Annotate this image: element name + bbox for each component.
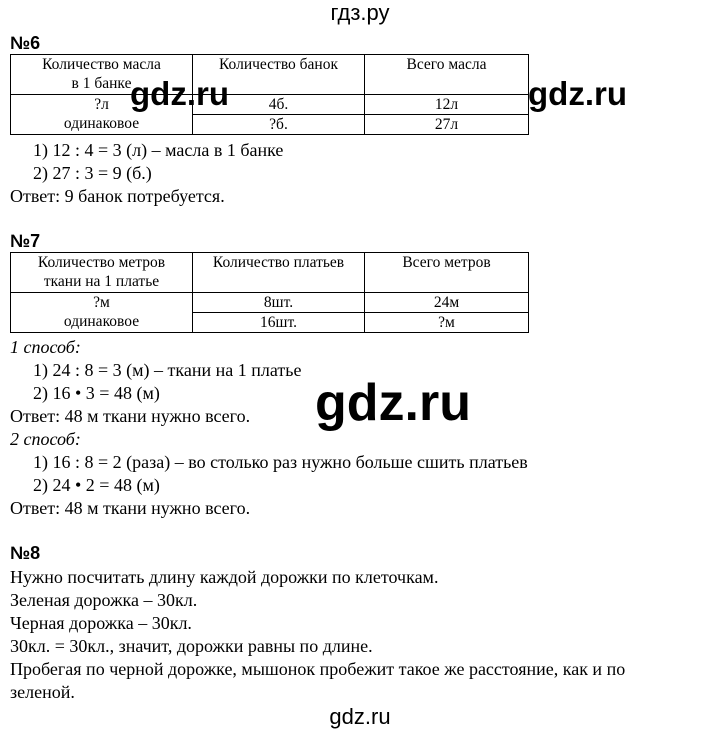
table-cell: 12л — [365, 95, 529, 115]
task-7-number: №7 — [10, 231, 41, 251]
header-line: ткани на 1 платье — [43, 273, 160, 290]
task-8-line: Пробегая по черной дорожке, мышонок пробежит такое же расстояние, как и по — [10, 659, 626, 679]
task-7-method-1-answer: Ответ: 48 м ткани нужно всего. — [10, 406, 251, 426]
table-cell: 8шт. — [193, 293, 365, 313]
table-cell: ?б. — [193, 115, 365, 135]
site-header-title: гдз.ру — [330, 0, 390, 25]
header-cell — [11, 253, 193, 293]
header-line: Количество метров — [37, 254, 166, 271]
task-6-step-1: 1) 12 : 4 = 3 (л) – масла в 1 банке — [33, 140, 284, 160]
watermark-text: gdz.ru — [528, 75, 627, 112]
watermark-text: gdz.ru — [130, 75, 229, 112]
task-7-method-1-step-2: 2) 16 • 3 = 48 (м) — [33, 383, 160, 403]
task-7-table — [10, 252, 529, 333]
table-header-row — [11, 55, 529, 95]
merged-line: одинаковое — [63, 313, 140, 330]
merged-line: ?м — [93, 294, 110, 311]
task-8-line: Черная дорожка – 30кл. — [10, 613, 192, 633]
header-line: Количество масла — [42, 56, 161, 73]
task-7-method-2-step-2: 2) 24 • 2 = 48 (м) — [33, 475, 160, 495]
merged-cell — [11, 95, 193, 135]
header-cell — [11, 55, 193, 95]
table-cell: ?м — [365, 313, 529, 333]
merged-line: одинаковое — [63, 115, 140, 132]
table-cell: 24м — [365, 293, 529, 313]
table-cell: 27л — [365, 115, 529, 135]
table-row — [11, 293, 529, 313]
task-8-line: 30кл. = 30кл., значит, дорожки равны по длине. — [10, 636, 373, 656]
header-line: в 1 банке — [71, 75, 132, 92]
header-cell: Всего масла — [365, 55, 529, 95]
task-6-answer: Ответ: 9 банок потребуется. — [10, 186, 225, 206]
task-8-number: №8 — [10, 543, 41, 563]
task-7-method-1-title: 1 способ: — [10, 337, 81, 357]
task-7-method-2-step-1: 1) 16 : 8 = 2 (раза) – во столько раз нужно больше сшить платьев — [33, 452, 528, 472]
merged-cell — [11, 293, 193, 333]
site-footer-link[interactable]: gdz.ru — [329, 704, 391, 729]
task-8-line: Зеленая дорожка – 30кл. — [10, 590, 198, 610]
table-cell: 16шт. — [193, 313, 365, 333]
task-6-step-2: 2) 27 : 3 = 9 (б.) — [33, 163, 152, 183]
task-8-line: Нужно посчитать длину каждой дорожки по клеточкам. — [10, 567, 439, 587]
table-cell: 4б. — [193, 95, 365, 115]
table-row — [11, 95, 529, 115]
task-7-method-2-answer: Ответ: 48 м ткани нужно всего. — [10, 498, 251, 518]
task-7-method-2-title: 2 способ: — [10, 429, 81, 449]
task-6-table — [10, 54, 529, 135]
task-8-line: зеленой. — [10, 682, 75, 702]
header-cell: Количество платьев — [193, 253, 365, 293]
task-7-method-1-step-1: 1) 24 : 8 = 3 (м) – ткани на 1 платье — [33, 360, 302, 380]
watermark-text: gdz.ru — [315, 374, 471, 432]
header-cell: Количество банок — [193, 55, 365, 95]
merged-line: ?л — [94, 96, 109, 113]
table-header-row — [11, 253, 529, 293]
task-6-number: №6 — [10, 33, 41, 53]
header-cell: Всего метров — [365, 253, 529, 293]
